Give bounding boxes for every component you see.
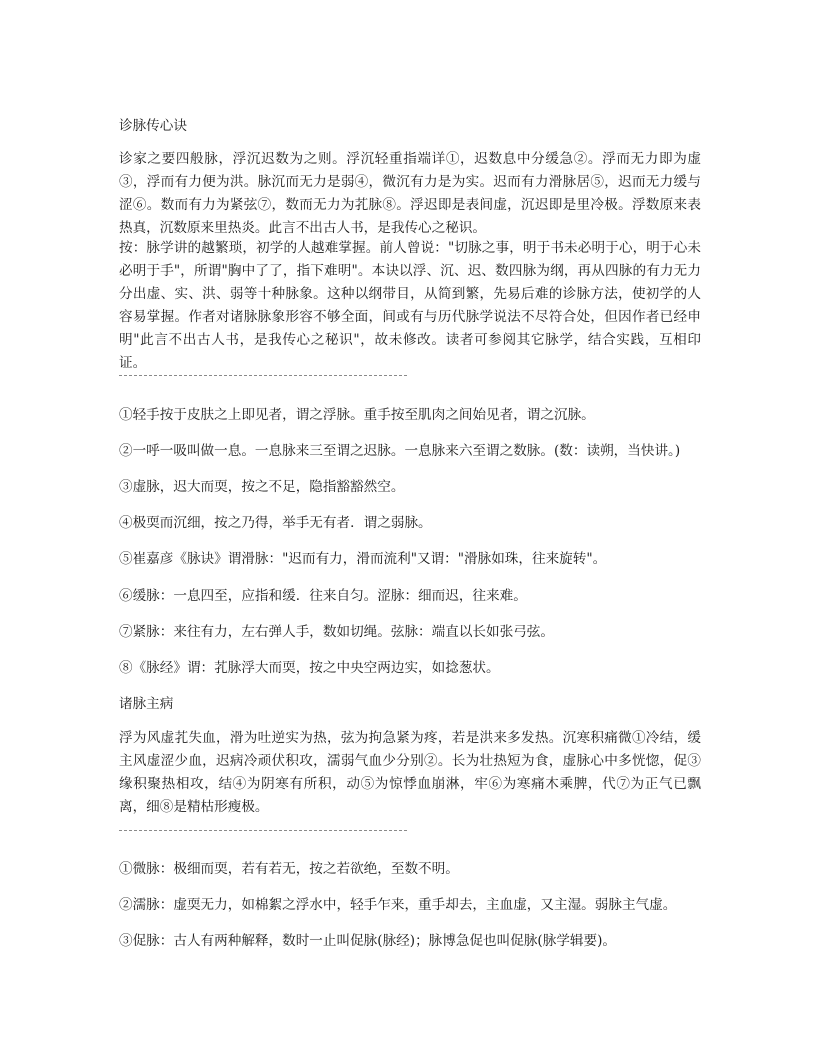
footnote-3: ③促脉：古人有两种解释，数时一止叫促脉(脉经)；脉博急促也叫促脉(脉学辑要)。 (119, 933, 616, 949)
footnote-1: ①轻手按于皮肤之上即见者，谓之浮脉。重手按至肌肉之间始见者，谓之沉脉。 (119, 407, 595, 423)
footnote-4: ④极耎而沉细，按之乃得，举手无有者．谓之弱脉。 (119, 515, 432, 531)
footnote-1: ①微脉：极细而耎，若有若无，按之若欲绝，至数不明。 (119, 861, 459, 877)
footnote-2: ②一呼一吸叫做一息。一息脉来三至谓之迟脉。一息脉来六至谓之数脉。(数：读朔，当快讲。) (119, 443, 681, 459)
footnote-2: ②濡脉：虚耎无力，如棉絮之浮水中，轻手乍来，重手却去，主血虚，又主湿。弱脉主气虚。 (119, 897, 677, 913)
footnote-5: ⑤崔嘉彦《脉诀》谓滑脉："迟而有力，滑而流利"又谓："滑脉如珠，往来旋转"。 (119, 551, 607, 567)
commentary-note: 按：脉学讲的越繁琐，初学的人越难掌握。前人曾说："切脉之事，明于书未必明于心，明于心未必明于手"，所谓"胸中了了，指下难明"。本诀以浮、沉、迟、数四脉为纲，再从四脉的有力无力分出虚、实、洪、弱等十种脉象。这种以纲带目，从简到繁，先易后难的诊脉方法，使初学的人容易掌握。作者对诸脉脉象形容不够全面，间或有与历代脉学说法不尽符合处，但因作者已经申明"此言不出古人书，是我传心之秘识"，故未修改。读者可参阅其它脉学，结合实践，互相印证。 (119, 240, 701, 371)
footnote-6: ⑥缓脉：一息四至，应指和缓．往来自匀。涩脉：细而迟，往来难。 (119, 588, 527, 604)
footnote-divider (119, 830, 407, 831)
footnote-3: ③虚脉，迟大而耎，按之不足，隐指豁豁然空。 (119, 479, 405, 495)
footnote-7: ⑦紧脉：来往有力，左右弹人手，数如切绳。弦脉：端直以长如张弓弦。 (119, 624, 554, 640)
footnote-8: ⑧《脉经》谓：芤脉浮大而耎，按之中央空两边实，如捻葱状。 (119, 660, 500, 676)
pulse-secret-verse: 诊家之要四般脉，浮沉迟数为之则。浮沉轻重指端详①，迟数息中分缓急②。浮而无力即为虚③，浮而有力便为洪。脉沉而无力是弱④，微沉有力是为实。迟而有力滑脉居⑤，迟而无力缓与涩⑥。数而有力为紧弦⑦，数而无力为芤脉⑧。浮迟即是表间虚，沉迟即是里冷极。浮数原来表热真，沉数原来里热炎。此言不出古人书，是我传心之秘识。 (119, 151, 701, 236)
footnote-divider (119, 375, 407, 376)
section-title-pulse-diseases: 诸脉主病 (119, 696, 174, 712)
section-title-pulse-secret: 诊脉传心诀 (119, 118, 187, 134)
pulse-diseases-verse: 浮为风虚芤失血，滑为吐逆实为热，弦为拘急紧为疼，若是洪来多发热。沉寒积痛微①冷结，缓主风虚涩少血，迟病冷顽伏积攻，濡弱气血少分别②。长为壮热短为食，虚脉心中多恍惚，促③缘积聚热相攻，结④为阴寒有所积，动⑤为惊悸血崩淋，牢⑥为寒痛木乘脾，代⑦为正气已飘离，细⑧是精枯形瘦极。 (119, 730, 701, 815)
